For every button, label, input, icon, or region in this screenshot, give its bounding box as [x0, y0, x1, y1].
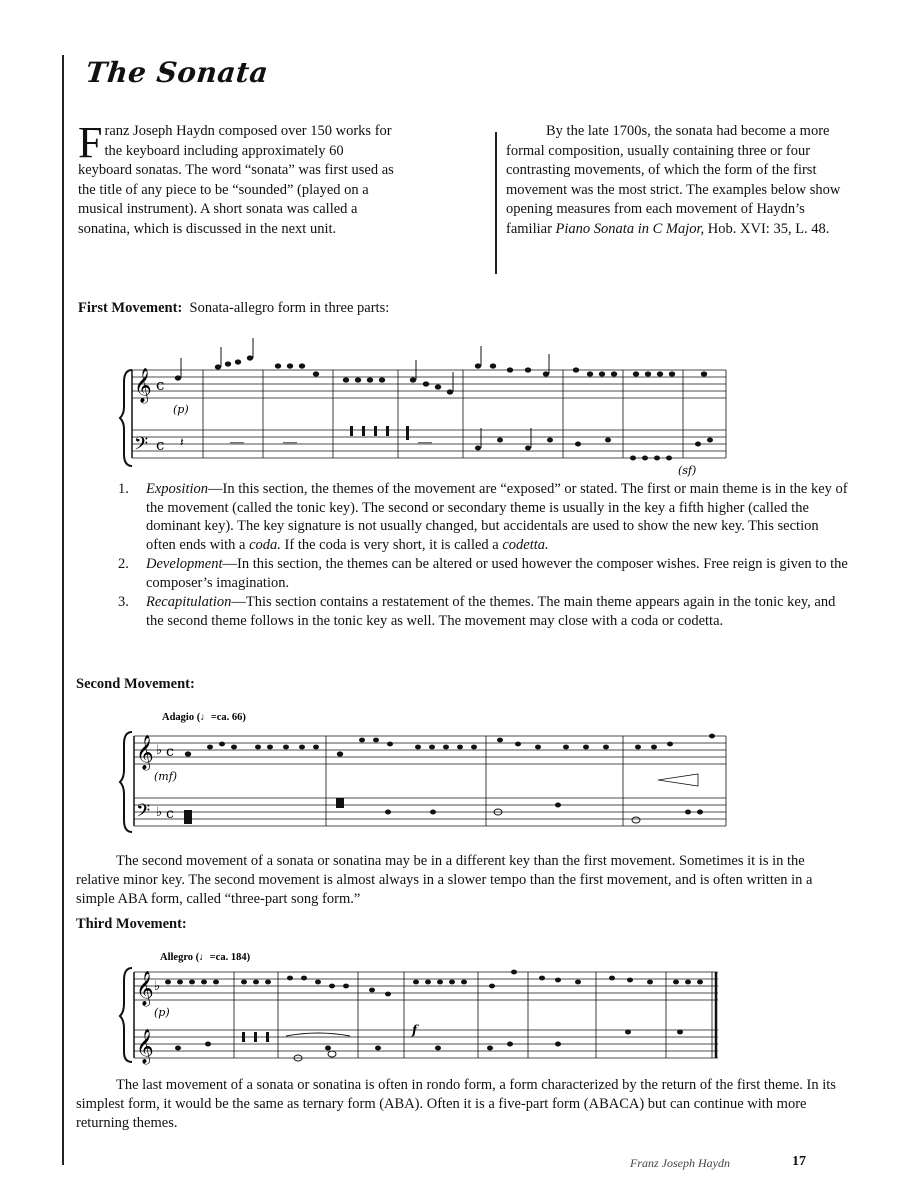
second-movement-dynamic: (mf) — [154, 770, 178, 783]
first-movement-dynamic-p: (p) — [173, 403, 189, 416]
list-item-recapitulation: 3. Recapitulation—This section contains a restatement of the themes. The main theme appears again in the tonic key, and the second theme follows in the tonic key as well. The movement may close with a coda or codetta. — [118, 594, 836, 629]
svg-text:—: — — [418, 435, 432, 450]
third-movement-paragraph: The last movement of a sonata or sonatina is often in rondo form, a form characterized by the return of the first theme. In its simplest form, it would be the same as ternary form (ABA). Often it is a five-part form (ABACA) but can continue with more returning themes. — [76, 1077, 836, 1131]
page-title: The Sonata — [84, 56, 270, 89]
third-movement-tempo: Allegro (♩=ca. 184) — [160, 952, 251, 963]
third-movement-heading — [76, 916, 187, 933]
drop-cap: F — [78, 118, 103, 167]
second-movement-heading — [76, 676, 195, 693]
svg-text:𝄞: 𝄞 — [136, 971, 154, 1006]
svg-text:c: c — [166, 744, 174, 760]
third-movement-dynamic-p: (p) — [154, 1006, 170, 1019]
list-item-development: 2. Development—In this section, the themes can be altered or used however the composer wishes. Free reign is given to the composer’s imagination. — [118, 556, 848, 591]
svg-text:—: — — [230, 435, 244, 450]
svg-text:𝄽: 𝄽 — [180, 435, 184, 449]
svg-text:𝄞: 𝄞 — [136, 735, 154, 770]
first-movement-description: Sonata-allegro form in three parts: — [189, 300, 390, 316]
first-movement-parts-list — [118, 480, 848, 630]
second-movement-paragraph: The second movement of a sonata or sonatina may be in a different key than the first movement. Sometimes it is in the relative minor key. The second movement is almost always in a slower tempo than the first movement, and is often written in a simple ABA form, called “three-part song form.” — [76, 853, 813, 907]
hoboken-catalog: Hob. XVI: 35, L. 48. — [704, 220, 830, 237]
svg-text:𝄢: 𝄢 — [134, 434, 149, 459]
term-development: Development — [146, 556, 223, 572]
first-movement-label: First Movement: — [78, 300, 183, 316]
intro-left-column — [78, 118, 396, 240]
term-recapitulation: Recapitulation — [146, 594, 232, 610]
running-footer: Franz Joseph Haydn — [630, 1156, 730, 1170]
term-exposition: Exposition — [146, 481, 209, 497]
svg-text:♭: ♭ — [154, 979, 161, 994]
intro-left-text: ranz Joseph Haydn composed over 150 works for the keyboard including approximately 60 keyboard sonatas. The word “sonata” was first used as the title of any piece to be “sounded” (played on a musical instrument). A short sonata was called a sonatina, which is discussed in the next unit. — [78, 123, 394, 237]
svg-text:—: — — [283, 435, 297, 450]
first-movement-score — [118, 322, 728, 477]
third-movement-label: Third Movement: — [76, 916, 187, 932]
third-movement-score — [118, 936, 728, 1066]
list-item-exposition: 1. Exposition—In this section, the themes of the movement are “exposed” or stated. The first or main theme is in the key of the movement (called the tonic key). The second or secondary theme is usually in the key a fifth higher (called the dominant key). The key signature is not usually changed, but accidentals are used to show the new key. This section often ends with a coda. If the coda is very short, it is called a codetta. — [118, 481, 848, 553]
svg-text:𝄞: 𝄞 — [134, 368, 152, 403]
svg-text:♭: ♭ — [156, 743, 163, 758]
sonata-title: Piano Sonata in C Major, — [555, 220, 705, 237]
second-movement-label: Second Movement: — [76, 676, 195, 692]
intro-right-text: By the late 1700s, the sonata had become a more formal composition, usually containing three or four contrasting movements, of which the form of the first movement was the most strict. The examples below show opening measures from each movement of Haydn’s familiar — [506, 123, 841, 237]
second-movement-tempo: Adagio (♩=ca. 66) — [162, 712, 246, 723]
third-movement-dynamic-f: f — [412, 1023, 418, 1037]
svg-text:𝄞: 𝄞 — [136, 1029, 154, 1064]
svg-text:c: c — [156, 436, 165, 454]
second-movement-score — [118, 692, 728, 842]
first-movement-dynamic-sf: (sf) — [678, 464, 697, 477]
page-number: 17 — [792, 1154, 806, 1169]
svg-text:♭: ♭ — [156, 805, 163, 820]
svg-text:c: c — [166, 806, 174, 822]
intro-right-column — [506, 122, 842, 240]
svg-text:c: c — [156, 376, 165, 394]
column-divider — [495, 132, 497, 274]
left-margin-rule — [62, 55, 64, 1165]
svg-text:𝄢: 𝄢 — [136, 801, 151, 826]
first-movement-heading — [78, 300, 389, 317]
